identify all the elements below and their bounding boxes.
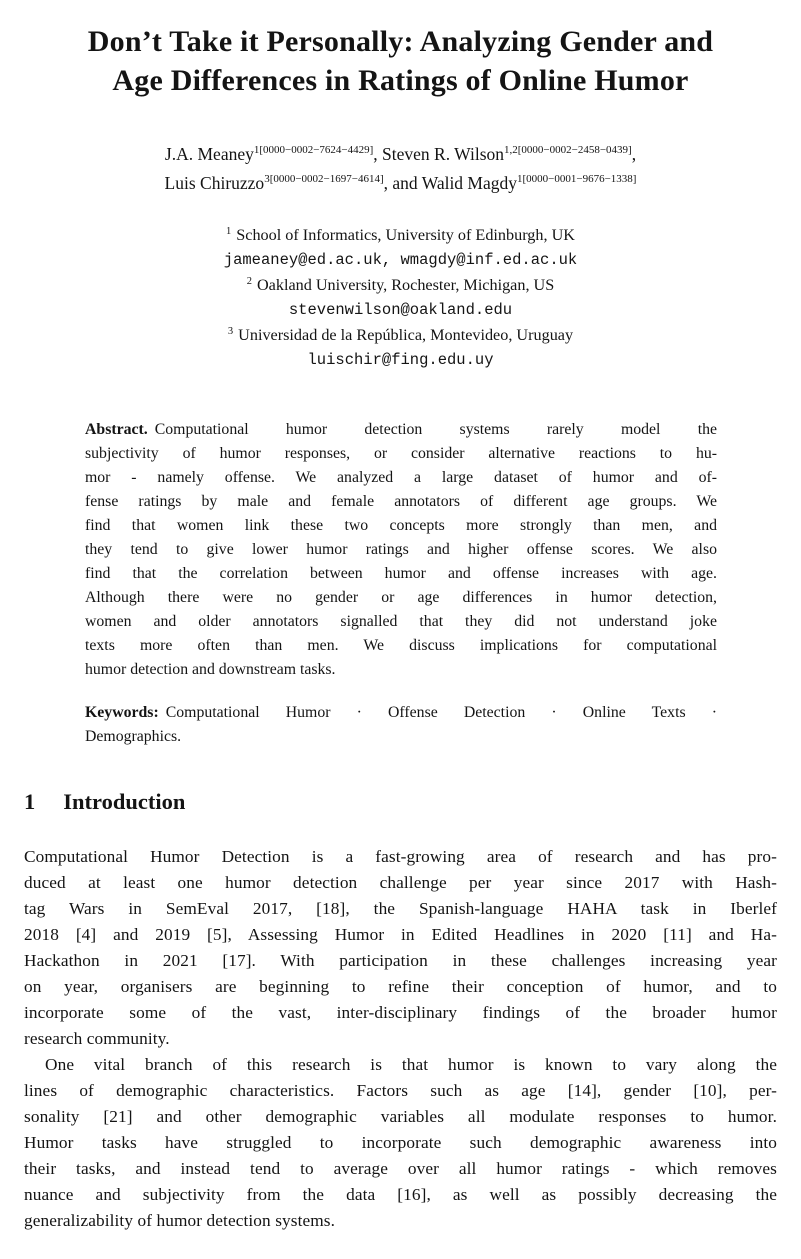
affiliation-list <box>0 223 801 373</box>
authors-line-2 <box>0 169 801 198</box>
body-line: their tasks, and instead tend to average over all humor ratings - which removes <box>24 1159 777 1178</box>
body-line: sonality [21] and other demographic variables all modulate responses to humor. <box>24 1107 777 1126</box>
body-line: Humor tasks have struggled to incorporate such demographic awareness into <box>24 1133 777 1152</box>
affiliation-institution <box>0 323 801 348</box>
author-orcid-superscript: 1[0000−0002−7624−4429] <box>253 144 374 157</box>
abstract-line: find that the correlation between humor and offense increases with age. <box>85 565 717 582</box>
keywords-line-text: Computational Humor · Offense Detection · Online Texts · <box>165 704 717 721</box>
abstract-line: Although there were no gender or age differences in humor detection, <box>85 589 717 606</box>
keywords-line: Demographics. <box>85 728 182 745</box>
intro-paragraph-1 <box>24 844 777 1052</box>
abstract-line: find that women link these two concepts more strongly than men, and <box>85 517 717 534</box>
keywords <box>85 701 717 749</box>
body-line: research community. <box>24 1029 170 1048</box>
section-heading-introduction <box>24 787 777 817</box>
abstract-line: humor detection and downstream tasks. <box>85 661 336 678</box>
affiliation-institution-text: School of Informatics, University of Edinburgh, UK <box>236 226 575 244</box>
section-title: Introduction <box>63 789 186 814</box>
affiliation-institution-text: Oakland University, Rochester, Michigan, US <box>256 276 555 294</box>
abstract-line: they tend to give lower humor ratings and higher offense scores. We also <box>85 541 717 558</box>
body-line: One vital branch of this research is that humor is known to vary along the <box>45 1055 777 1074</box>
abstract-line: subjectivity of humor responses, or consider alternative reactions to hu- <box>85 445 717 462</box>
author-separator: , <box>631 144 637 164</box>
paper-title <box>24 22 777 100</box>
author-name: Luis Chiruzzo <box>164 173 265 193</box>
author-separator: , <box>373 144 383 164</box>
body-line: Hackathon in 2021 [17]. With participation in these challenges increasing year <box>24 951 777 970</box>
body-line: nuance and subjectivity from the data [16], as well as possibly decreasing the <box>24 1185 777 1204</box>
paper-title-line-2: Age Differences in Ratings of Online Humor <box>112 64 689 97</box>
body-line: generalizability of humor detection systems. <box>24 1211 336 1230</box>
affiliation-institution-text: Universidad de la República, Montevideo, Uruguay <box>238 326 574 344</box>
authors-line-1 <box>0 140 801 169</box>
abstract-label: Abstract. <box>85 421 148 438</box>
abstract-line: texts more often than men. We discuss implications for computational <box>85 637 717 654</box>
abstract-line: fense ratings by male and female annotators of different age groups. We <box>85 493 717 510</box>
body-line: lines of demographic characteristics. Factors such as age [14], gender [10], per- <box>24 1081 777 1100</box>
abstract <box>85 418 717 682</box>
affiliation-marker: 1 <box>226 225 232 237</box>
abstract-line-text: Computational humor detection systems rarely model the <box>154 421 717 438</box>
author-name: Steven R. Wilson <box>382 144 505 164</box>
affiliation-email: jameaney@ed.ac.uk, wmagdy@inf.ed.ac.uk <box>223 251 578 269</box>
author-orcid-superscript: 1[0000−0001−9676−1338] <box>517 173 637 186</box>
intro-paragraph-2 <box>24 1052 777 1234</box>
keywords-line <box>85 701 717 725</box>
affiliation-institution <box>0 223 801 248</box>
body-line: tag Wars in SemEval 2017, [18], the Spanish-language HAHA task in Iberlef <box>24 899 777 918</box>
abstract-line <box>85 418 717 442</box>
affiliation-email: stevenwilson@oakland.edu <box>288 301 513 319</box>
author-list <box>0 140 801 198</box>
body-line: 2018 [4] and 2019 [5], Assessing Humor in Edited Headlines in 2020 [11] and Ha- <box>24 925 777 944</box>
author-separator: , and <box>383 173 422 193</box>
author-name: J.A. Meaney <box>164 144 254 164</box>
author-orcid-superscript: 1,2[0000−0002−2458−0439] <box>504 144 632 157</box>
body-line: Computational Humor Detection is a fast-growing area of research and has pro- <box>24 847 777 866</box>
affiliation-marker: 2 <box>246 275 252 287</box>
paper-title-line-1: Don’t Take it Personally: Analyzing Gender and <box>87 25 714 58</box>
author-orcid-superscript: 3[0000−0002−1697−4614] <box>264 173 384 186</box>
author-name: Walid Magdy <box>421 173 518 193</box>
affiliation-institution <box>0 273 801 298</box>
abstract-line: mor - namely offense. We analyzed a large dataset of humor and of- <box>85 469 717 486</box>
body-line: incorporate some of the vast, inter-disciplinary findings of the broader humor <box>24 1003 777 1022</box>
affiliation-marker: 3 <box>227 325 234 337</box>
keywords-label: Keywords: <box>85 704 159 721</box>
body-line: on year, organisers are beginning to refine their conception of humor, and to <box>24 977 777 996</box>
affiliation-email: luischir@fing.edu.uy <box>307 351 494 369</box>
body-line: duced at least one humor detection challenge per year since 2017 with Hash- <box>24 873 777 892</box>
abstract-line: women and older annotators signalled that they did not understand joke <box>85 613 717 630</box>
section-number: 1 <box>24 789 36 814</box>
